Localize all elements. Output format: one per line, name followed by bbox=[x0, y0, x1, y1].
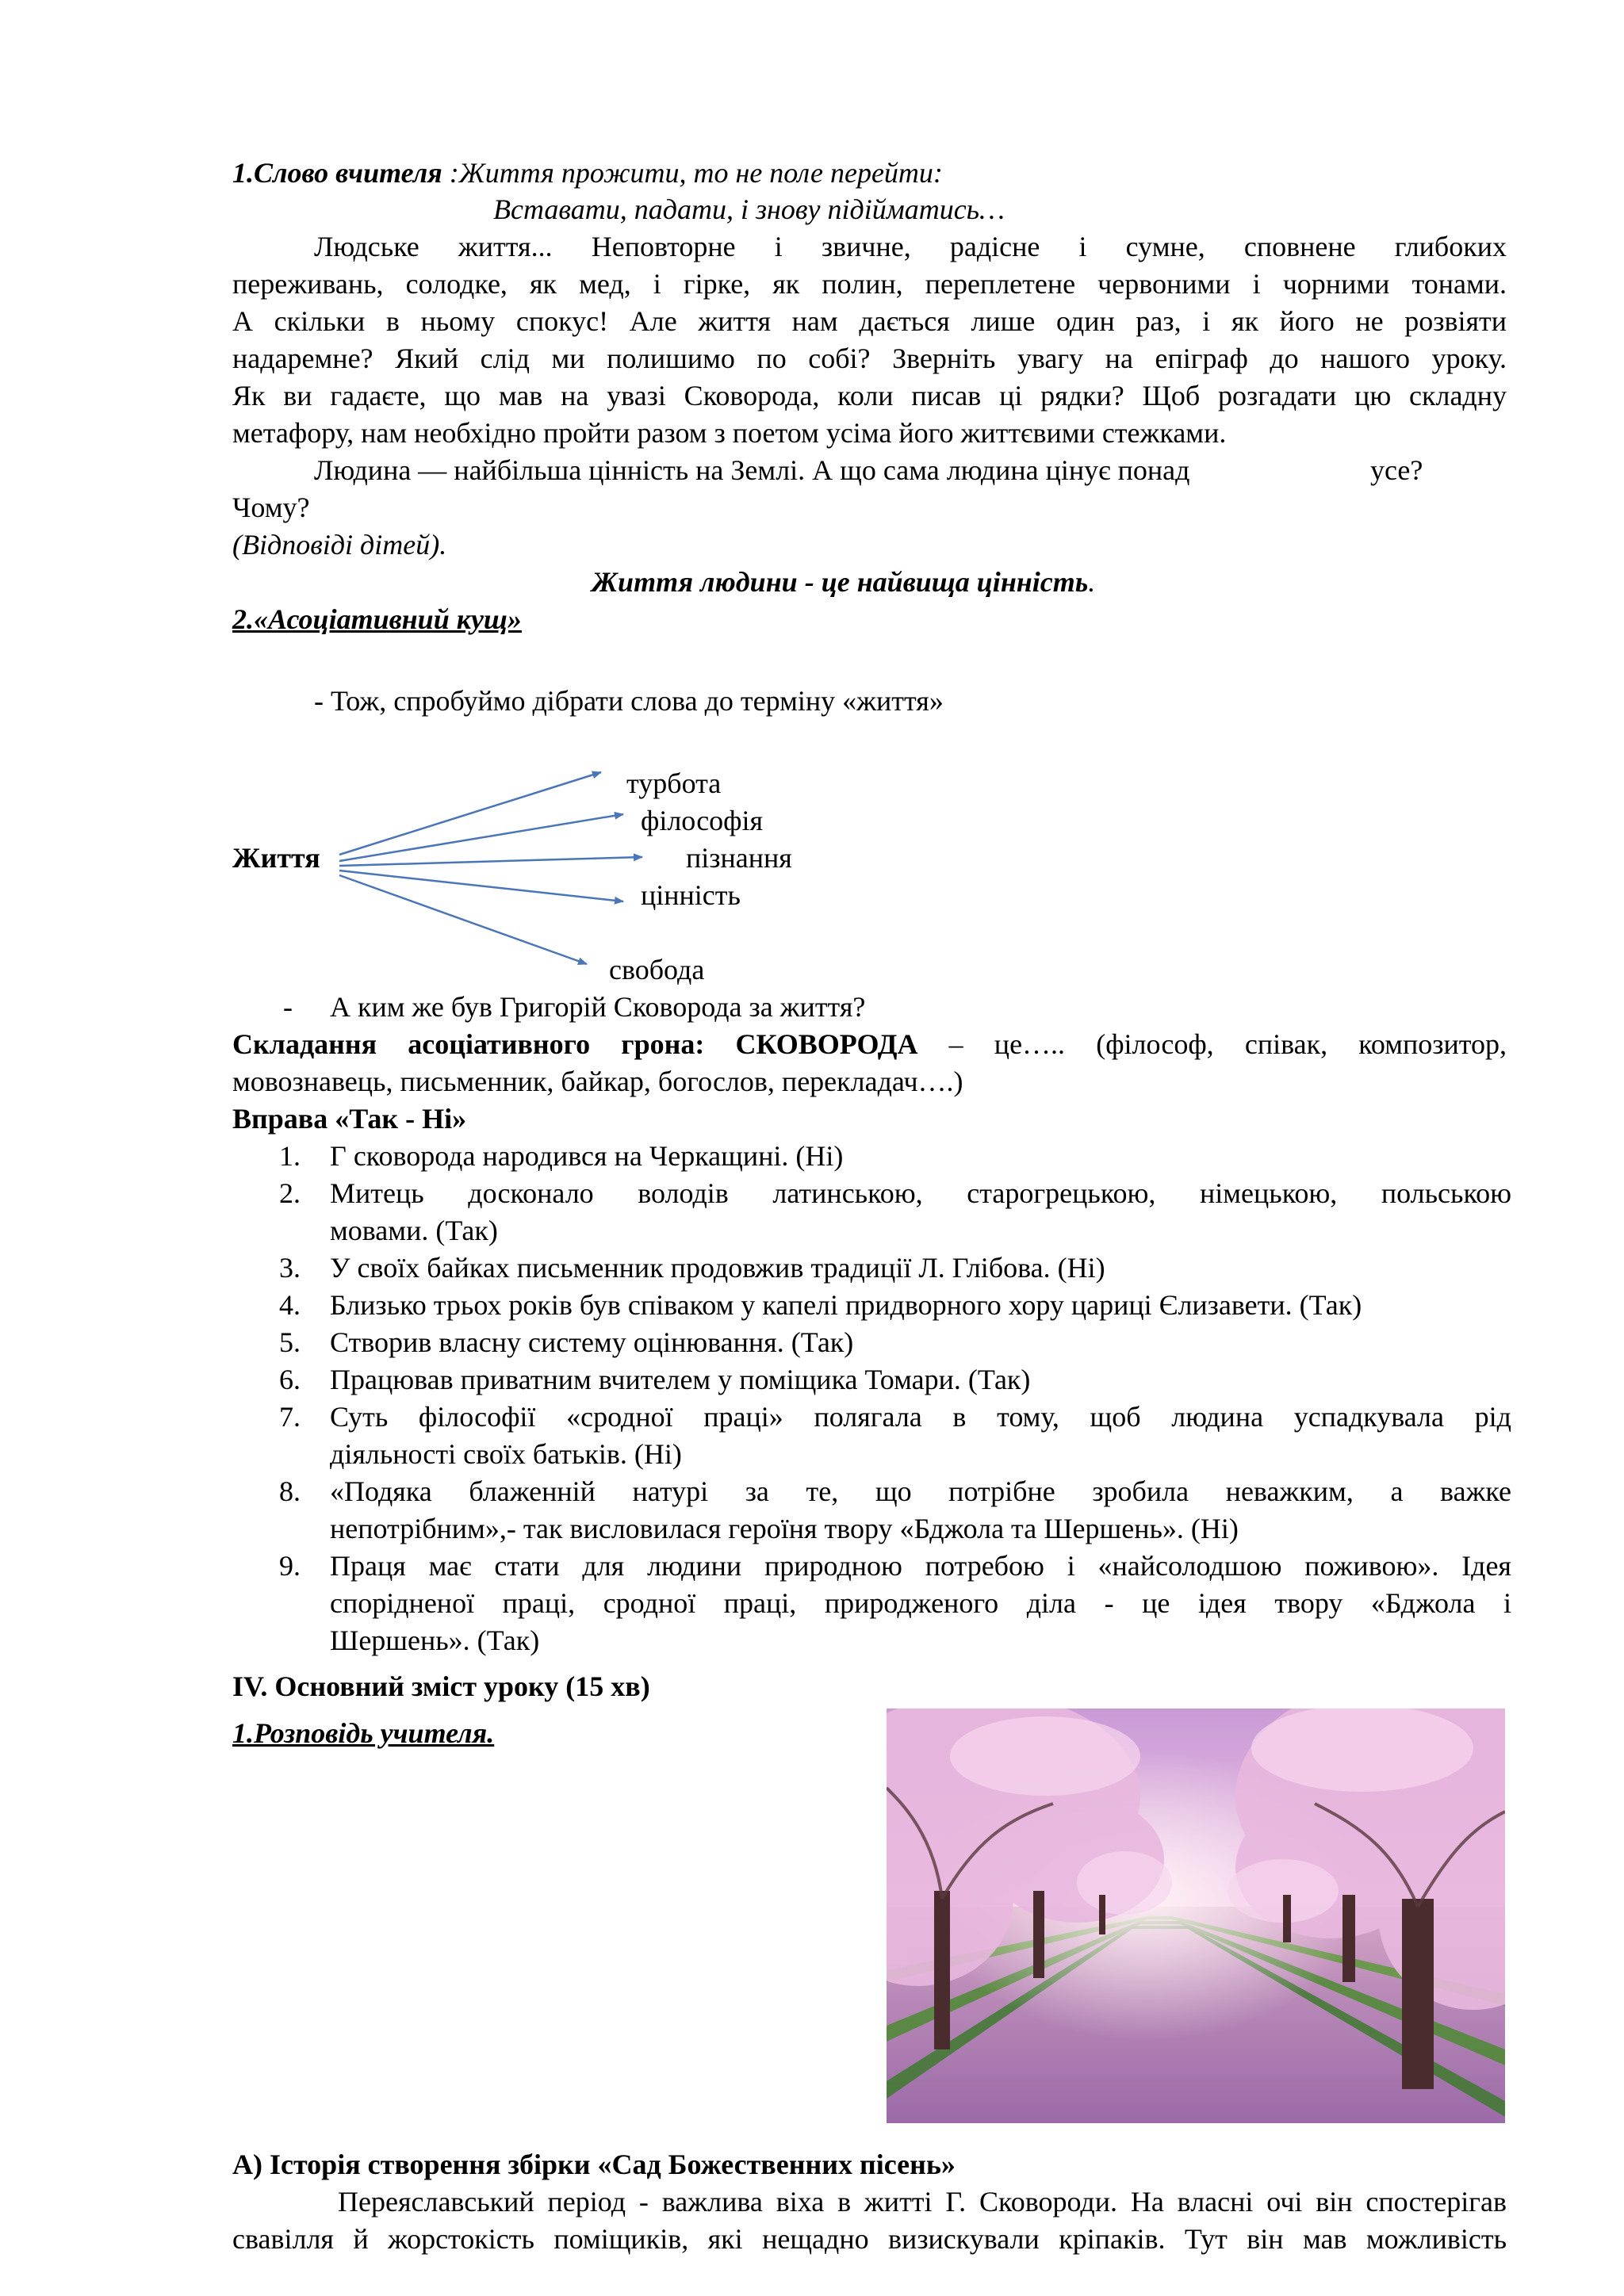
list-number: 5. bbox=[279, 1326, 301, 1358]
list-item: Працював приватним вчителем у поміщика Томари. (Так) bbox=[330, 1364, 1031, 1395]
list-item: Близько трьох років був співаком у капелі придворного хору цариці Єлизавети. (Так) bbox=[330, 1289, 1362, 1321]
list-item: Митець досконало володів латинською, старогрецькою, німецькою, польською bbox=[330, 1177, 1511, 1209]
association-prompt: - Тож, спробуймо дібрати слова до терміну «життя» bbox=[314, 685, 944, 717]
paragraph-line: Людське життя... Неповторне і звичне, радісне і сумне, сповнене глибоких bbox=[314, 231, 1507, 262]
list-item: Суть філософії «сродної праці» полягала в тому, щоб людина успадкувала рід bbox=[330, 1401, 1511, 1433]
paragraph-line: Як ви гадаєте, що мав на увазі Сковорода, коли писав ці рядки? Щоб розгадати цю складну bbox=[232, 380, 1507, 411]
list-item-continuation: діяльності своїх батьків. (Ні) bbox=[330, 1438, 682, 1470]
cluster-text: – це….. (філософ, співак, композитор, bbox=[917, 1028, 1507, 1060]
arrow-to-filosofiya bbox=[339, 814, 623, 861]
subheading-teacher-story: 1.Розповідь учителя. bbox=[232, 1717, 495, 1749]
list-item-continuation: Шершень». (Так) bbox=[330, 1624, 540, 1656]
section-heading-collection-history: А) Історія створення збірки «Сад Божественних пісень» bbox=[232, 2149, 956, 2180]
list-number: 1. bbox=[279, 1140, 301, 1172]
paragraph-line: метафору, нам необхідно пройти разом з поетом усіма його життєвими стежками. bbox=[232, 417, 1227, 449]
diagram-center-word: Життя bbox=[232, 842, 320, 874]
blossom-alley-photo bbox=[887, 1709, 1505, 2123]
paragraph-line: надаремне? Який слід ми полишимо по собі? Зверніть увагу на епіграф до нашого уроку. bbox=[232, 342, 1507, 374]
list-item-continuation: непотрібним»,- так висловилася героїня твору «Бджола та Шершень». (Ні) bbox=[330, 1513, 1239, 1544]
arrow-to-tsinnist bbox=[339, 871, 623, 901]
list-item-continuation: спорідненої праці, сродної праці, природженого діла - це ідея твору «Бджола і bbox=[330, 1587, 1511, 1619]
epigraph-second-line: Вставати, падати, і знову підійматись… bbox=[493, 193, 1005, 225]
paragraph-line: Людина — найбільша цінність на Землі. А що сама людина цінує понад bbox=[314, 454, 1190, 486]
question-line: А ким же був Григорій Сковорода за життя? bbox=[330, 991, 866, 1023]
section-heading-main-content: IV. Основний зміст уроку (15 хв) bbox=[232, 1670, 650, 1702]
list-item: Створив власну систему оцінювання. (Так) bbox=[330, 1326, 854, 1358]
diagram-word-filosofiya: філософія bbox=[641, 805, 764, 836]
conclusion-text: Життя людини - це найвища цінність bbox=[592, 566, 1089, 598]
list-item: Г сковорода народився на Черкащині. (Ні) bbox=[330, 1140, 844, 1172]
list-number: 2. bbox=[279, 1177, 301, 1209]
epigraph-text: :Життя прожити, то не поле перейти: bbox=[442, 157, 943, 189]
paragraph-line: Чому? bbox=[232, 492, 310, 523]
list-number: 4. bbox=[279, 1289, 301, 1321]
list-number: 9. bbox=[279, 1550, 301, 1582]
section-heading-teacher-word: 1.Слово вчителя bbox=[232, 157, 442, 189]
cluster-line: мовознавець, письменник, байкар, богослов, перекладач….) bbox=[232, 1066, 963, 1097]
paragraph-line: свавілля й жорстокість поміщиків, які нещадно визискували кріпаків. Тут він мав можливість bbox=[232, 2223, 1507, 2255]
list-item-continuation: мовами. (Так) bbox=[330, 1215, 498, 1246]
list-number: 7. bbox=[279, 1401, 301, 1433]
diagram-word-turbota: турбота bbox=[626, 767, 722, 799]
arrow-to-turbota bbox=[339, 772, 601, 855]
list-number: 8. bbox=[279, 1475, 301, 1507]
diagram-word-tsinnist: цінність bbox=[641, 879, 741, 911]
diagram-word-piznannya: пізнання bbox=[686, 842, 792, 874]
list-number: 3. bbox=[279, 1252, 301, 1284]
children-answers: (Відповіді дітей). bbox=[232, 529, 447, 561]
list-item: Праця має стати для людини природною потребою і «найсолодшою поживою». Ідея bbox=[330, 1550, 1511, 1582]
arrow-to-svoboda bbox=[339, 875, 587, 964]
paragraph-line-end: усе? bbox=[1370, 454, 1423, 486]
paragraph-line: переживань, солодке, як мед, і гірке, як полин, переплетене червоними і чорними тонами. bbox=[232, 268, 1507, 300]
cluster-line bbox=[232, 1027, 1507, 1062]
paragraph-line: А скільки в ньому спокус! Але життя нам дається лише один раз, і як його не розвіяти bbox=[232, 305, 1507, 337]
question-dash: - bbox=[283, 991, 293, 1023]
list-item: «Подяка блаженній натурі за те, що потрібне зробила неважким, а важке bbox=[330, 1475, 1511, 1507]
exercise-title: Вправа «Так - Ні» bbox=[232, 1103, 467, 1135]
paragraph-line: Переяславський період - важлива віха в житті Г. Сковороди. На власні очі він спостерігав bbox=[338, 2186, 1507, 2218]
diagram-word-svoboda: свобода bbox=[609, 954, 705, 985]
list-item: У своїх байках письменник продовжив традиції Л. Глібова. (Ні) bbox=[330, 1252, 1105, 1284]
conclusion-dot: . bbox=[1088, 566, 1096, 598]
cluster-title: Складання асоціативного грона: СКОВОРОДА bbox=[232, 1028, 918, 1060]
list-number: 6. bbox=[279, 1364, 301, 1395]
section-heading-association-bush: 2.«Асоціативний кущ» bbox=[232, 603, 522, 635]
arrow-to-piznannya bbox=[339, 857, 642, 866]
